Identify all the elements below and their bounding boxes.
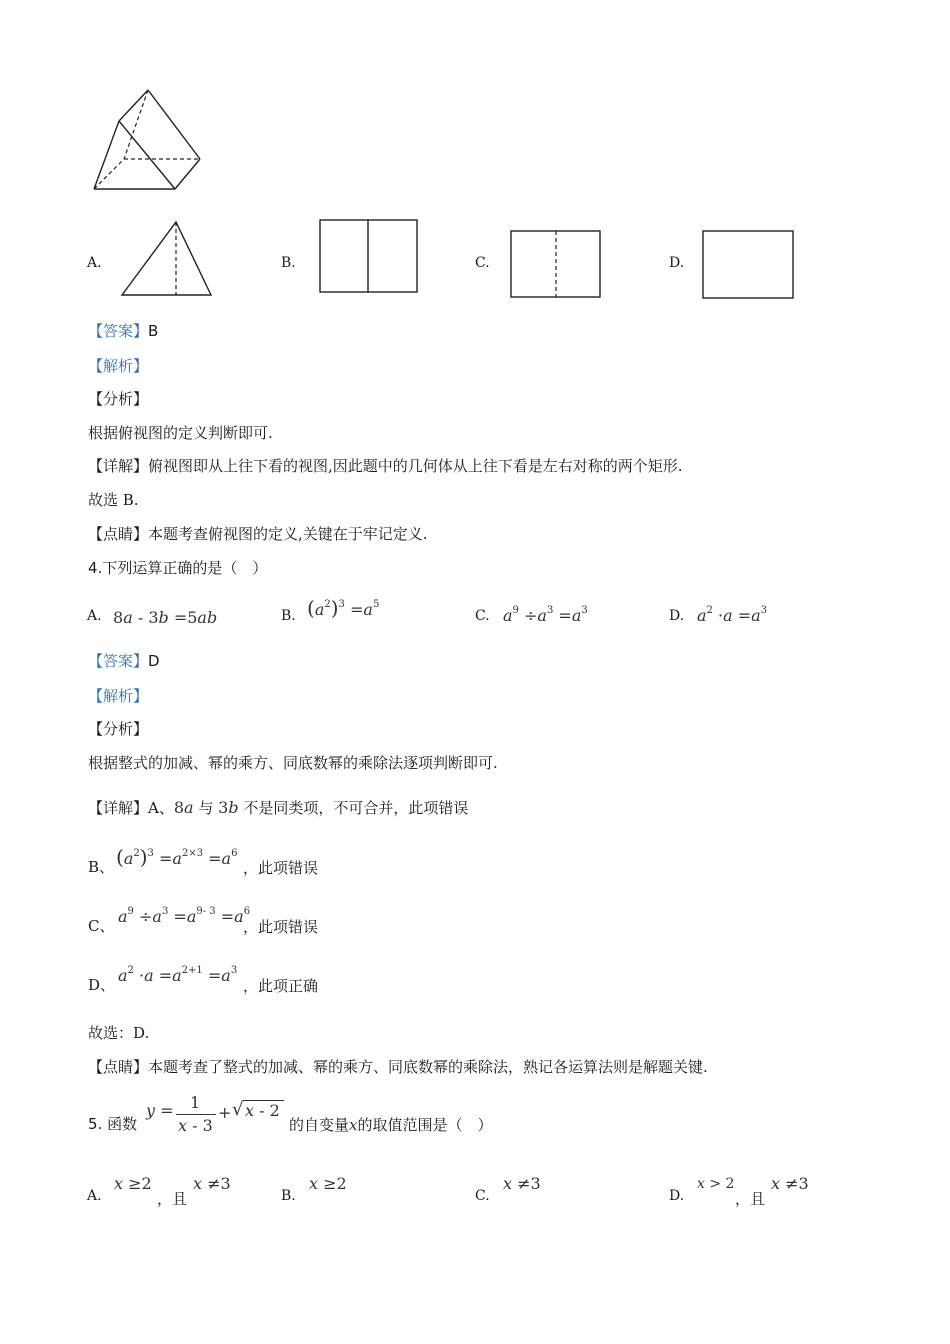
- q3-comment: 【点睛】本题考查俯视图的定义,关键在于牢记定义.: [88, 525, 428, 543]
- q3-option-a-label: A.: [87, 255, 102, 271]
- q4-stem: 4.下列运算正确的是（ ）: [88, 559, 268, 577]
- q5-option-a-expr2: x ≠3: [193, 1174, 231, 1193]
- q4-detail-d: D、: [88, 976, 116, 994]
- q5-stem-suffix: 的自变量x的取值范围是（ ）: [289, 1116, 493, 1134]
- q4-detail-b: B、: [88, 858, 115, 876]
- q3-conclusion: 故选 B.: [88, 491, 139, 509]
- q4-detail-b-expr: $(a^2)^3 =a^{2\times 3} =a^6$: [116, 845, 238, 869]
- q5-function-expr: y = 1 x - 3 + √ x - 2: [146, 1093, 291, 1141]
- q4-option-a-expr: 8a - 3b =5ab: [113, 608, 218, 627]
- q4-detail-c-expr: $a^9 \div a^3 =a^{9- 3} =a^6$: [118, 906, 251, 926]
- q5-option-d-and: ，且: [735, 1190, 766, 1208]
- q3-option-c-label: C.: [475, 255, 490, 271]
- q4-option-d-label: D.: [669, 608, 685, 624]
- q5-option-a-and: ，且: [157, 1190, 188, 1208]
- q4-detail-d-suffix: ，此项正确: [243, 977, 319, 995]
- q4-answer: 【答案】D: [88, 652, 160, 670]
- q3-analysis-text: 根据俯视图的定义判断即可.: [88, 424, 273, 442]
- q3-option-d-label: D.: [669, 255, 685, 271]
- q4-option-a-label: A.: [87, 608, 102, 624]
- q4-detail-c-suffix: ，此项错误: [243, 918, 319, 936]
- q4-detail-c: C、: [88, 917, 115, 935]
- q4-analysis-tag: 【分析】: [88, 720, 149, 738]
- q4-option-c-label: C.: [475, 608, 490, 624]
- q5-option-c-expr: x ≠3: [503, 1174, 541, 1193]
- q5-option-c-label: C.: [475, 1188, 490, 1204]
- q3-answer: 【答案】B: [88, 322, 159, 340]
- q4-jiexi-tag: 【解析】: [88, 687, 149, 705]
- q4-comment: 【点睛】本题考查了整式的加减、幂的乘方、同底数幂的乘除法，熟记各运算法则是解题关键.: [88, 1058, 708, 1076]
- q5-stem-prefix: 5. 函数: [88, 1115, 138, 1133]
- q5-option-d-expr2: x ≠3: [771, 1174, 809, 1193]
- q4-option-c-expr: $a^9 \div a^3 =a^3$: [503, 605, 588, 625]
- q3-jiexi-tag: 【解析】: [88, 357, 149, 375]
- q4-analysis-text: 根据整式的加减、幂的乘方、同底数幂的乘除法逐项判断即可.: [88, 754, 498, 772]
- q5-option-a-expr1: x ≥2: [114, 1174, 152, 1193]
- q4-option-b-label: B.: [281, 608, 296, 624]
- q4-detail-a: 【详解】A、8a 与 3b 不是同类项，不可合并，此项错误: [88, 798, 469, 817]
- q5-option-a-label: A.: [87, 1188, 102, 1204]
- q5-option-b-expr: x ≥2: [309, 1174, 347, 1193]
- q5-option-b-label: B.: [281, 1188, 296, 1204]
- q4-option-b-expr: $(a^2)^3 =a^5$: [307, 596, 380, 620]
- q4-conclusion: 故选：D.: [88, 1024, 150, 1042]
- q5-option-d-expr1: x > 2: [697, 1176, 735, 1192]
- q5-option-d-label: D.: [669, 1188, 685, 1204]
- q3-detail: 【详解】俯视图即从上往下看的视图,因此题中的几何体从上往下看是左右对称的两个矩形.: [88, 457, 683, 475]
- q4-option-d-expr: $a^2 \cdot a =a^3$: [697, 605, 768, 625]
- q4-detail-b-suffix: ，此项错误: [243, 859, 319, 877]
- q4-detail-d-expr: $a^2 \cdot a =a^{2+1} =a^3$: [118, 965, 238, 985]
- q3-option-b-label: B.: [281, 255, 296, 271]
- q3-analysis-tag: 【分析】: [88, 390, 149, 408]
